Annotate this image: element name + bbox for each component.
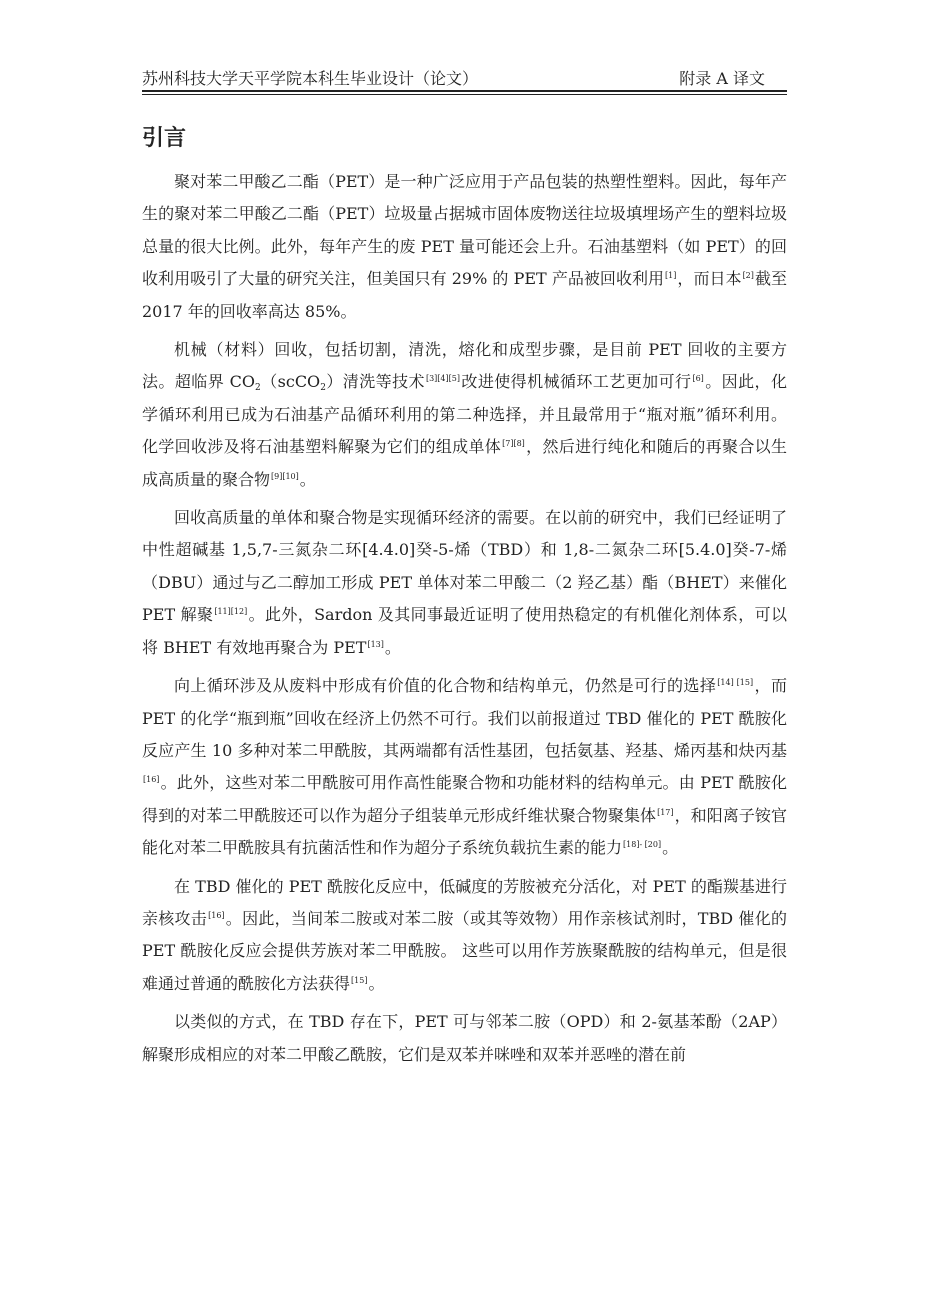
header-school-title: 苏州科技大学天平学院本科生毕业设计（论文） xyxy=(142,69,479,88)
section-title: 引言 xyxy=(142,126,187,151)
header-rule-thin xyxy=(142,94,787,95)
citation: [6] xyxy=(692,374,704,384)
page-header xyxy=(142,66,787,90)
paragraph-6: 以类似的方式，在 TBD 存在下，PET 可与邻苯二胺（OPD）和 2-氨基苯酚（2AP）解聚形成相应的对苯二甲酸乙酰胺，它们是双苯并咪唑和双苯并恶唑的潜在前 xyxy=(142,1012,787,1064)
citation: [7][8] xyxy=(502,439,525,449)
paragraph-2: 机械（材料）回收，包括切割，清洗，熔化和成型步骤，是目前 PET 回收的主要方法。超临界 $CO_2(scCO_2)$清洗等技术[3][4][5]改进使得机械循环工艺更加可行[6]。因此，化学循环利用已成为石油基产品循环利用的第二种选择，并且最常用于“瓶对瓶”循环利用。 化学回收涉及将石油基塑料解聚为它们的组成单体[7][8]，然后进行纯化和随后的再聚合以生成高质量的聚合物[9][10]。 xyxy=(142,340,787,489)
citation: [15] xyxy=(351,975,368,985)
body-text xyxy=(142,166,787,1077)
citation: [16] xyxy=(208,910,225,920)
citation: [3][4][5] xyxy=(425,374,460,384)
paragraph-1: 聚对苯二甲酸乙二酯（PET）是一种广泛应用于产品包装的热塑性塑料。因此，每年产生的聚对苯二甲酸乙二酯（PET）垃圾量占据城市固体废物送往垃圾填埋场产生的塑料垃圾总量的很大比例。此外，每年产生的废 PET 量可能还会上升。石油基塑料（如 PET）的回收利用吸引了大量的研究关注，但美国只有 29% 的 PET 产品被回收利用[1]，而日本[2]截至 2017 年的回收率高达 85%。 xyxy=(142,172,787,321)
subscript: 2 xyxy=(255,383,261,394)
citation: [2] xyxy=(742,271,754,281)
citation: [16] xyxy=(143,775,160,785)
paragraph-5: 在 TBD 催化的 PET 酰胺化反应中，低碱度的芳胺被充分活化，对 PET 的酯羰基进行亲核攻击[16]。因此，当间苯二胺或对苯二胺（或其等效物）用作亲核试剂时，TBD 催化的 PET 酰胺化反应会提供芳族对苯二甲酰胺。 这些可以用作芳族聚酰胺的结构单元，但是很难通过普通的酰胺化方法获得[15]。 xyxy=(142,876,787,993)
header-section-label: 附录 A 译文 xyxy=(679,69,765,88)
citation: [11][12] xyxy=(214,607,248,617)
subscript: 2 xyxy=(320,383,326,394)
citation: [1] xyxy=(665,271,677,281)
citation: [18]- [20] xyxy=(623,840,662,850)
citation: [9][10] xyxy=(271,471,299,481)
citation: [14] [15] xyxy=(717,678,754,688)
citation: [13] xyxy=(367,639,384,649)
paragraph-3: 回收高质量的单体和聚合物是实现循环经济的需要。在以前的研究中，我们已经证明了中性超碱基 1,5,7-三氮杂二环[4.4.0]癸-5-烯（TBD）和 1,8-二氮杂二环[5.4.0]癸-7-烯（DBU）通过与乙二醇加工形成 PET 单体对苯二甲酸二（2 羟乙基）酯（BHET）来催化 PET 解聚[11][12]。此外，Sardon 及其同事最近证明了使用热稳定的有机催化剂体系，可以将 BHET 有效地再聚合为 PET[13]。 xyxy=(142,508,787,657)
citation: [17] xyxy=(657,807,674,817)
header-rule-thick xyxy=(142,90,787,92)
paragraph-4: 向上循环涉及从废料中形成有价值的化合物和结构单元，仍然是可行的选择[14] [15]，而 PET 的化学“瓶到瓶”回收在经济上仍然不可行。我们以前报道过 TBD 催化的 PET 酰胺化反应产生 10 多种对苯二甲酰胺，其两端都有活性基团，包括氨基、羟基、烯丙基和炔丙基[16]。此外，这些对苯二甲酰胺可用作高性能聚合物和功能材料的结构单元。由 PET 酰胺化得到的对苯二甲酰胺还可以作为超分子组装单元形成纤维状聚合物聚集体[17]，和阳离子铵官能化对苯二甲酰胺具有抗菌活性和作为超分子系统负载抗生素的能力[18]- [20]。 xyxy=(142,676,787,858)
